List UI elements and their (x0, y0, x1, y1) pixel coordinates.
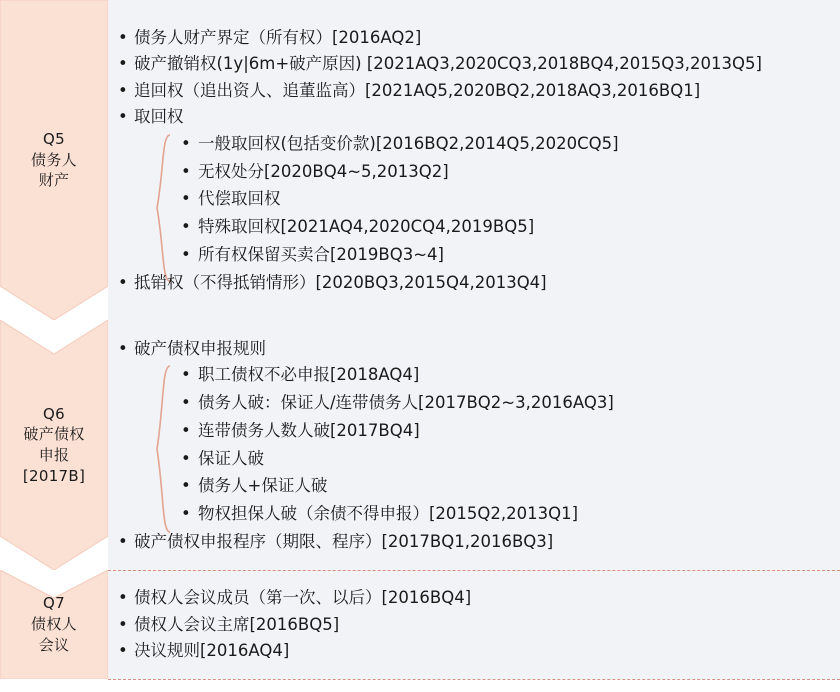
item-list-q7 (114, 584, 832, 665)
list-item-label: 决议规则[2016AQ4] (134, 641, 290, 661)
section-content-q5 (108, 0, 840, 320)
list-item-label: 破产债权申报程序（期限、程序）[2017BQ1,2016BQ3] (134, 531, 554, 551)
bullet-icon: • (181, 476, 191, 496)
list-item[interactable] (114, 612, 832, 638)
section-label-q6 (0, 320, 108, 570)
curly-brace-icon (154, 364, 172, 534)
bullet-icon: • (118, 588, 128, 608)
sub-list-group-q5 (152, 131, 832, 269)
bullet-icon: • (181, 365, 191, 385)
list-item[interactable] (178, 362, 832, 389)
bullet-icon: • (118, 614, 128, 634)
item-list-q6 (114, 335, 832, 555)
list-item[interactable] (178, 131, 832, 158)
section-q7 (0, 570, 840, 679)
list-item[interactable] (178, 390, 832, 417)
list-item-label: 债务人破：保证人/连带债务人[2017BQ2~3,2016AQ3] (198, 393, 614, 413)
bullet-icon: • (118, 107, 128, 127)
list-item[interactable] (178, 473, 832, 500)
list-item[interactable] (114, 78, 832, 104)
list-item[interactable] (114, 585, 832, 611)
section-content-q6 (108, 320, 840, 570)
item-list-q5 (114, 24, 832, 296)
bullet-icon: • (181, 161, 191, 181)
list-item[interactable] (178, 159, 832, 186)
list-item-label: 追回权（追出资人、追董监高）[2021AQ5,2020BQ2,2018AQ3,2016BQ1] (134, 80, 701, 100)
bullet-icon: • (181, 393, 191, 413)
list-item[interactable] (114, 25, 832, 51)
list-item-label-tail: [2019BQ3~4] (330, 244, 444, 264)
bullet-icon: • (181, 448, 191, 468)
bullet-icon: • (181, 244, 191, 264)
list-item[interactable] (114, 529, 832, 555)
list-item-label: 破产撤销权(1y|6m+破产原因) [2021AQ3,2020CQ3,2018BQ4,2015Q3,2013Q5] (134, 54, 762, 74)
sub-item-list-q6 (178, 362, 832, 527)
list-item[interactable] (178, 186, 832, 213)
list-item-label: 特殊取回权[2021AQ4,2020CQ4,2019BQ5] (198, 217, 535, 237)
list-item-label: 代偿取回权 (198, 189, 281, 209)
bullet-icon: • (181, 189, 191, 209)
list-item-label: 物权担保人破（余债不得申报）[2015Q2,2013Q1] (198, 503, 579, 523)
list-item[interactable] (178, 418, 832, 445)
list-item-label: 职工债权不必申报[2018AQ4] (198, 365, 420, 385)
section-label-text-q5: Q5 债务人 财产 (31, 129, 77, 190)
bullet-icon: • (118, 54, 128, 74)
list-item[interactable] (178, 501, 832, 528)
list-item-label: 取回权 (134, 107, 184, 127)
section-label-text-q6: Q6 破产债权 申报 [2017B] (22, 404, 86, 485)
list-item-label: 破产债权申报规则 (134, 338, 266, 358)
list-item[interactable] (114, 270, 832, 296)
list-item-label: 一般取回权(包括变价款)[2016BQ2,2014Q5,2020CQ5] (198, 134, 619, 154)
bullet-icon: • (118, 641, 128, 661)
list-item-label: 债权人会议主席[2016BQ5] (134, 614, 340, 634)
sub-list-group-q6 (152, 362, 832, 527)
list-item-label: 债务人+保证人破 (198, 476, 328, 496)
list-item-label: 保证人破 (198, 448, 264, 468)
section-q6 (0, 320, 840, 570)
section-label-q5 (0, 0, 108, 320)
list-item-label: 抵销权（不得抵销情形）[2020BQ3,2015Q4,2013Q4] (134, 272, 547, 292)
list-item-label: 无权处分[2020BQ4~5,2013Q2] (198, 161, 449, 181)
bullet-icon: • (118, 80, 128, 100)
list-item[interactable] (178, 446, 832, 473)
section-label-q7 (0, 570, 108, 679)
list-item-label: 连带债务人数人破[2017BQ4] (198, 420, 420, 440)
section-separator (108, 570, 840, 571)
bullet-icon: • (181, 503, 191, 523)
section-q5 (0, 0, 840, 320)
bullet-icon: • (181, 217, 191, 237)
sub-item-list-q5 (178, 131, 832, 269)
list-item[interactable] (178, 242, 832, 269)
bullet-icon: • (118, 272, 128, 292)
list-item[interactable] (114, 104, 832, 268)
list-item-label: 债权人会议成员（第一次、以后）[2016BQ4] (134, 588, 472, 608)
bullet-icon: • (181, 420, 191, 440)
list-item[interactable] (178, 214, 832, 241)
bullet-icon: • (118, 338, 128, 358)
list-item[interactable] (114, 638, 832, 664)
bullet-icon: • (118, 27, 128, 47)
list-item[interactable] (114, 336, 832, 528)
list-item[interactable] (114, 51, 832, 77)
section-separator (108, 679, 840, 680)
curly-brace-icon (154, 133, 172, 283)
bullet-icon: • (118, 531, 128, 551)
section-label-text-q7: Q7 债权人 会议 (31, 594, 77, 654)
bullet-icon: • (181, 134, 191, 154)
list-item-label: 所有权保留买卖合 (198, 244, 330, 264)
section-content-q7 (108, 570, 840, 679)
list-item-label: 债务人财产界定（所有权）[2016AQ2] (134, 27, 422, 47)
